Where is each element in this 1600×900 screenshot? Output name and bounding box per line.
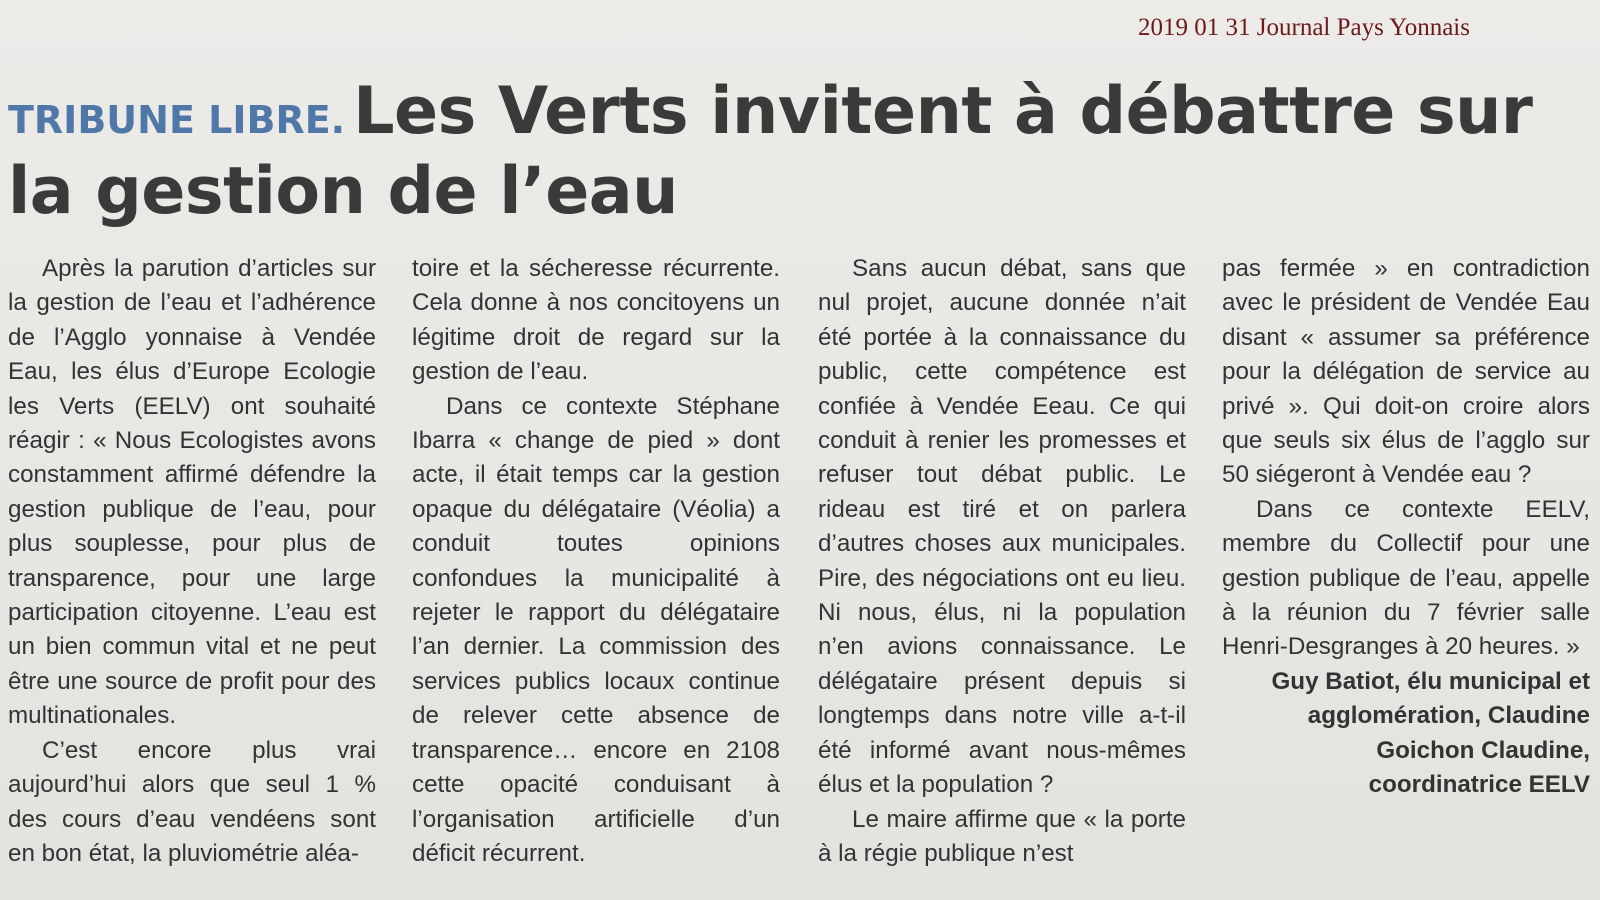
rubric-label: TRIBUNE LIBRE. [8, 98, 346, 142]
source-caption: 2019 01 31 Journal Pays Yonnais [1138, 14, 1470, 41]
paragraph: toire et la sécheresse récurrente. Cela donne à nos concitoyens un légitime droit de regard sur la gestion de l’eau. [412, 255, 780, 386]
paragraph: Le maire affirme que « la porte à la régie publique n’est [818, 805, 1186, 867]
article-column-3 [818, 252, 1186, 871]
paragraph: Après la parution d’articles sur la gestion de l’eau et l’adhérence de l’Agglo yonnaise à Vendée Eau, les élus d’Europe Ecologie les Verts (EELV) ont souhaité réagir : « Nous Ecologistes avons constamment affirmé défendre la gestion publique de l’eau, pour plus souplesse, pour plus de transparence, pour une large participation citoyenne. L’eau est un bien commun vital et ne peut être une source de profit pour des multinationales. [8, 255, 376, 730]
author-signature: Guy Batiot, élu municipal et agglomération, Claudine Goichon Claudine, coordinatrice EELV [1271, 667, 1590, 799]
article-headline [8, 76, 1588, 228]
paragraph: Dans ce contexte Stéphane Ibarra « change de pied » dont acte, il était temps car la gestion opaque du délégataire (Véolia) a conduit toutes opinions confondues la municipalité à rejeter le rapport du délégataire l’an dernier. La commission des services publics locaux continue de relever cette absence de transparence… encore en 2108 cette opacité conduisant à l’organisation artificielle d’un déficit récurrent. [412, 392, 780, 867]
paragraph: Dans ce contexte EELV, membre du Collectif pour une gestion publique de l’eau, appelle à la réunion du 7 février salle Henri-Desgranges à 20 heures. » [1222, 495, 1590, 661]
article-title: Les Verts invitent à débattre sur la gestion de l’eau [8, 74, 1533, 229]
paragraph: Sans aucun débat, sans que nul projet, aucune donnée n’ait été portée à la connaissance du public, cette compétence est confiée à Vendée Eeau. Ce qui conduit à renier les promesses et refuser tout débat public. Le rideau est tiré et on parlera d’autres choses aux municipales. Pire, des négociations ont eu lieu. Ni nous, élus, ni la population n’en avions connaissance. Le délégataire présent depuis si longtemps dans notre ville a-t-il été informé avant nous-mêmes élus et la population ? [818, 255, 1186, 799]
article-column-4 [1222, 252, 1590, 803]
paragraph: pas fermée » en contradiction avec le président de Vendée Eau disant « assumer sa préférence pour la délégation de service au privé ». Qui doit-on croire alors que seuls six élus de l’agglo sur 50 siégeront à Vendée eau ? [1222, 255, 1590, 489]
paragraph: C’est encore plus vrai aujourd’hui alors que seul 1 % des cours d’eau vendéens sont en bon état, la pluviométrie aléa- [8, 736, 376, 867]
article-column-2 [412, 252, 780, 871]
article-column-1 [8, 252, 376, 871]
